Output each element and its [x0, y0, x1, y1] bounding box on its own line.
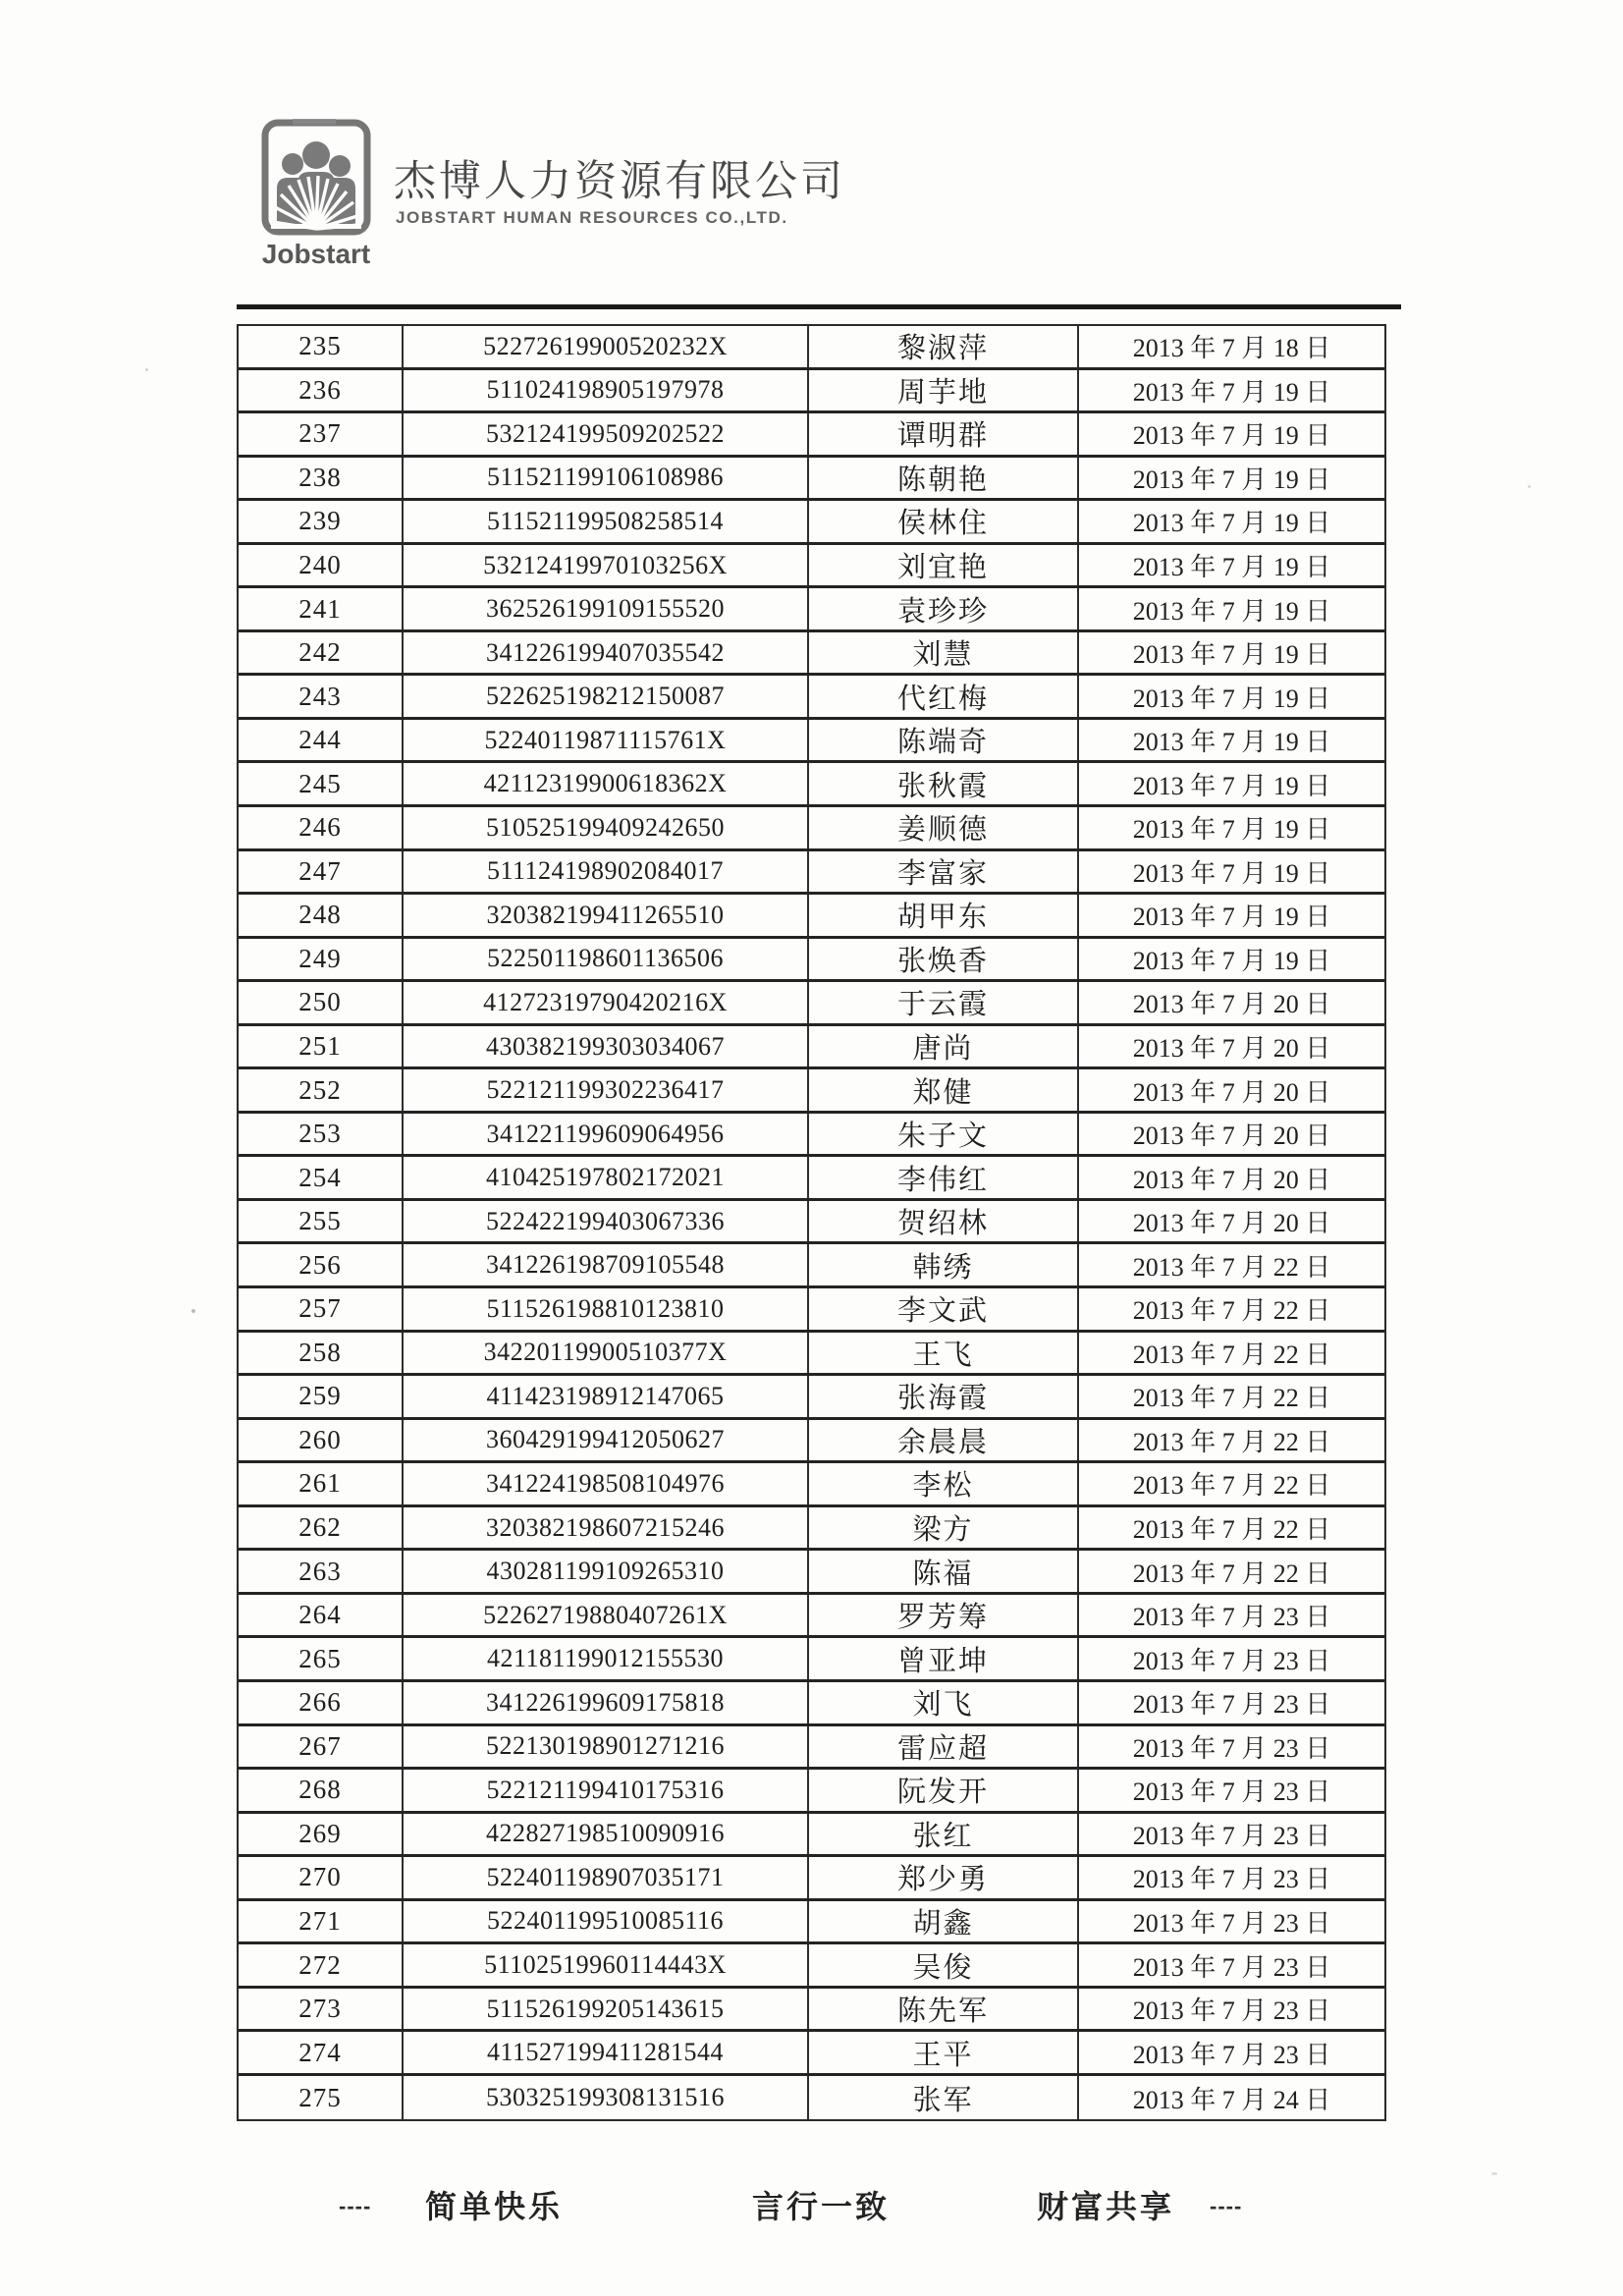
cell-date: 2013 年 7 月 20 日 [1077, 1114, 1384, 1155]
table-row [239, 1376, 1384, 1420]
cell-id-number: 522121199410175316 [402, 1770, 807, 1811]
cell-date: 2013 年 7 月 19 日 [1077, 851, 1384, 893]
cell-date: 2013 年 7 月 19 日 [1077, 413, 1384, 455]
table-row [239, 1244, 1384, 1288]
cell-person-name: 袁珍珍 [807, 588, 1077, 629]
cell-date: 2013 年 7 月 22 日 [1077, 1507, 1384, 1549]
cell-person-name: 胡鑫 [807, 1901, 1077, 1942]
cell-id-number: 522401199510085116 [402, 1901, 807, 1942]
cell-id-number: 532124199509202522 [402, 413, 807, 455]
cell-serial-number: 240 [298, 550, 342, 579]
cell-date: 2013 年 7 月 23 日 [1077, 1682, 1384, 1723]
cell-serial-number: 274 [298, 2037, 342, 2067]
cell-id-number: 421181199012155530 [402, 1638, 807, 1679]
table-row [239, 676, 1384, 720]
scan-speck [145, 368, 148, 371]
table-row [239, 632, 1384, 677]
table-row [239, 807, 1384, 851]
cell-id-number: 411527199411281544 [402, 2032, 807, 2073]
table-row [239, 501, 1384, 545]
cell-person-name: 代红梅 [807, 676, 1077, 717]
table-row [239, 545, 1384, 589]
cell-person-name: 罗芳筹 [807, 1595, 1077, 1636]
cell-date: 2013 年 7 月 19 日 [1077, 632, 1384, 674]
cell-date: 2013 年 7 月 23 日 [1077, 1901, 1384, 1942]
cell-id-number: 522625198212150087 [402, 676, 807, 717]
cell-person-name: 郑少勇 [807, 1857, 1077, 1898]
cell-person-name: 侯林住 [807, 501, 1077, 542]
cell-serial-number: 255 [298, 1206, 342, 1236]
table-row [239, 1069, 1384, 1114]
cell-serial-number: 267 [298, 1730, 342, 1761]
header-divider-rule [237, 304, 1401, 309]
cell-serial-number: 258 [298, 1337, 342, 1367]
cell-serial-number: 252 [298, 1074, 342, 1105]
cell-serial-number: 249 [298, 943, 342, 973]
cell-serial-number: 251 [298, 1031, 342, 1062]
table-row [239, 1507, 1384, 1552]
table-row [239, 982, 1384, 1026]
cell-person-name: 李伟红 [807, 1157, 1077, 1198]
cell-person-name: 刘慧 [807, 632, 1077, 674]
cell-date: 2013 年 7 月 19 日 [1077, 370, 1384, 411]
cell-date: 2013 年 7 月 19 日 [1077, 545, 1384, 586]
cell-id-number: 362526199109155520 [402, 588, 807, 629]
table-row [239, 1814, 1384, 1858]
cell-date: 2013 年 7 月 19 日 [1077, 895, 1384, 936]
cell-person-name: 张海霞 [807, 1376, 1077, 1417]
cell-id-number: 52240119871115761X [402, 720, 807, 761]
table-row [239, 1901, 1384, 1945]
cell-date: 2013 年 7 月 23 日 [1077, 1595, 1384, 1636]
cell-date: 2013 年 7 月 23 日 [1077, 2032, 1384, 2073]
cell-date: 2013 年 7 月 19 日 [1077, 807, 1384, 848]
table-row [239, 2076, 1384, 2120]
cell-serial-number: 238 [298, 462, 342, 492]
cell-id-number: 41272319790420216X [402, 982, 807, 1023]
table-row [239, 1857, 1384, 1901]
table-row [239, 1463, 1384, 1507]
cell-date: 2013 年 7 月 20 日 [1077, 1157, 1384, 1198]
cell-id-number: 341226199609175818 [402, 1682, 807, 1723]
cell-serial-number: 253 [298, 1119, 342, 1149]
cell-serial-number: 250 [298, 987, 342, 1017]
cell-person-name: 雷应超 [807, 1726, 1077, 1768]
cell-serial-number: 275 [298, 2082, 342, 2112]
cell-person-name: 陈先军 [807, 1989, 1077, 2030]
cell-person-name: 黎淑萍 [807, 326, 1077, 367]
roster-table [237, 324, 1386, 2121]
cell-id-number: 52272619900520232X [402, 326, 807, 367]
cell-person-name: 曾亚坤 [807, 1638, 1077, 1679]
cell-serial-number: 268 [298, 1775, 342, 1805]
table-row [239, 326, 1384, 370]
cell-person-name: 梁方 [807, 1507, 1077, 1549]
cell-id-number: 52262719880407261X [402, 1595, 807, 1636]
table-row [239, 1201, 1384, 1245]
cell-id-number: 51102519960114443X [402, 1944, 807, 1986]
cell-serial-number: 254 [298, 1162, 342, 1192]
cell-date: 2013 年 7 月 19 日 [1077, 458, 1384, 499]
table-row [239, 1420, 1384, 1464]
cell-serial-number: 265 [298, 1643, 342, 1673]
cell-person-name: 张秋霞 [807, 763, 1077, 804]
cell-serial-number: 242 [298, 637, 342, 668]
cell-serial-number: 272 [298, 1949, 342, 1980]
table-row [239, 1944, 1384, 1989]
cell-serial-number: 243 [298, 681, 342, 711]
cell-serial-number: 247 [298, 855, 342, 886]
cell-serial-number: 260 [298, 1424, 342, 1454]
cell-serial-number: 248 [298, 900, 342, 930]
cell-date: 2013 年 7 月 20 日 [1077, 1026, 1384, 1067]
table-row [239, 413, 1384, 458]
cell-person-name: 余晨晨 [807, 1420, 1077, 1461]
cell-id-number: 522401198907035171 [402, 1857, 807, 1898]
footer-slogan-consistent: 言行一致 [752, 2189, 891, 2224]
cell-person-name: 刘飞 [807, 1682, 1077, 1723]
cell-serial-number: 263 [298, 1556, 342, 1586]
cell-serial-number: 270 [298, 1862, 342, 1892]
cell-date: 2013 年 7 月 23 日 [1077, 1638, 1384, 1679]
company-name-english: JOBSTART HUMAN RESOURCES CO.,LTD. [396, 208, 788, 227]
cell-date: 2013 年 7 月 22 日 [1077, 1420, 1384, 1461]
footer-slogan-happy: 简单快乐 [425, 2189, 564, 2224]
cell-id-number: 320382198607215246 [402, 1507, 807, 1549]
cell-date: 2013 年 7 月 22 日 [1077, 1333, 1384, 1374]
company-name-chinese: 杰博人力资源有限公司 [394, 158, 845, 205]
table-row [239, 1770, 1384, 1814]
cell-serial-number: 239 [298, 506, 342, 536]
cell-date: 2013 年 7 月 22 日 [1077, 1551, 1384, 1592]
cell-date: 2013 年 7 月 20 日 [1077, 1201, 1384, 1242]
table-row [239, 370, 1384, 414]
footer-slogan-wealth: 财富共享 [1037, 2189, 1175, 2224]
table-row [239, 1638, 1384, 1682]
table-row [239, 1333, 1384, 1377]
cell-serial-number: 261 [298, 1468, 342, 1499]
table-row [239, 1026, 1384, 1070]
cell-person-name: 韩绣 [807, 1244, 1077, 1285]
cell-person-name: 王平 [807, 2032, 1077, 2073]
cell-date: 2013 年 7 月 23 日 [1077, 1989, 1384, 2030]
cell-serial-number: 235 [298, 331, 342, 361]
cell-id-number: 522121199302236417 [402, 1069, 807, 1111]
cell-date: 2013 年 7 月 20 日 [1077, 982, 1384, 1023]
cell-id-number: 511024198905197978 [402, 370, 807, 411]
table-row [239, 763, 1384, 807]
cell-id-number: 341224198508104976 [402, 1463, 807, 1504]
cell-serial-number: 245 [298, 768, 342, 798]
cell-person-name: 唐尚 [807, 1026, 1077, 1067]
cell-person-name: 张军 [807, 2076, 1077, 2120]
footer-dash-right: ---- [1210, 2194, 1243, 2218]
cell-serial-number: 269 [298, 1818, 342, 1848]
table-row [239, 2032, 1384, 2076]
cell-date: 2013 年 7 月 22 日 [1077, 1288, 1384, 1330]
cell-date: 2013 年 7 月 19 日 [1077, 939, 1384, 980]
table-row [239, 1114, 1384, 1158]
cell-person-name: 陈端奇 [807, 720, 1077, 761]
table-row [239, 895, 1384, 939]
cell-date: 2013 年 7 月 19 日 [1077, 676, 1384, 717]
table-row [239, 1595, 1384, 1639]
cell-id-number: 511124198902084017 [402, 851, 807, 893]
cell-id-number: 34220119900510377X [402, 1333, 807, 1374]
cell-date: 2013 年 7 月 23 日 [1077, 1726, 1384, 1768]
cell-id-number: 522130198901271216 [402, 1726, 807, 1768]
cell-id-number: 320382199411265510 [402, 895, 807, 936]
table-row [239, 1682, 1384, 1726]
cell-serial-number: 256 [298, 1249, 342, 1280]
cell-id-number: 430382199303034067 [402, 1026, 807, 1067]
cell-date: 2013 年 7 月 22 日 [1077, 1376, 1384, 1417]
cell-date: 2013 年 7 月 23 日 [1077, 1814, 1384, 1855]
cell-person-name: 姜顺德 [807, 807, 1077, 848]
cell-person-name: 张焕香 [807, 939, 1077, 980]
scan-speck [191, 1309, 195, 1313]
cell-id-number: 341221199609064956 [402, 1114, 807, 1155]
cell-person-name: 张红 [807, 1814, 1077, 1855]
cell-id-number: 42112319900618362X [402, 763, 807, 804]
scan-speck [1491, 2172, 1497, 2175]
cell-id-number: 341226198709105548 [402, 1244, 807, 1285]
cell-serial-number: 266 [298, 1687, 342, 1718]
table-row [239, 720, 1384, 764]
table-row [239, 588, 1384, 632]
table-row [239, 458, 1384, 502]
cell-date: 2013 年 7 月 22 日 [1077, 1244, 1384, 1285]
cell-date: 2013 年 7 月 18 日 [1077, 326, 1384, 367]
cell-serial-number: 262 [298, 1512, 342, 1543]
cell-id-number: 422827198510090916 [402, 1814, 807, 1855]
company-logo [253, 114, 379, 275]
cell-id-number: 511526198810123810 [402, 1288, 807, 1330]
cell-person-name: 谭明群 [807, 413, 1077, 455]
cell-person-name: 李富家 [807, 851, 1077, 893]
cell-serial-number: 246 [298, 812, 342, 843]
cell-person-name: 朱子文 [807, 1114, 1077, 1155]
cell-date: 2013 年 7 月 23 日 [1077, 1770, 1384, 1811]
cell-id-number: 511521199106108986 [402, 458, 807, 499]
logo-wordmark: Jobstart [261, 239, 371, 269]
cell-serial-number: 259 [298, 1381, 342, 1411]
table-row [239, 1157, 1384, 1201]
cell-id-number: 530325199308131516 [402, 2076, 807, 2120]
table-row [239, 1726, 1384, 1771]
table-row [239, 1551, 1384, 1595]
cell-person-name: 于云霞 [807, 982, 1077, 1023]
table-row [239, 851, 1384, 896]
table-row [239, 1989, 1384, 2033]
cell-id-number: 511521199508258514 [402, 501, 807, 542]
cell-date: 2013 年 7 月 19 日 [1077, 501, 1384, 542]
cell-person-name: 李文武 [807, 1288, 1077, 1330]
cell-serial-number: 273 [298, 1994, 342, 2024]
cell-id-number: 410425197802172021 [402, 1157, 807, 1198]
cell-id-number: 522501198601136506 [402, 939, 807, 980]
cell-person-name: 周芋地 [807, 370, 1077, 411]
cell-person-name: 刘宜艳 [807, 545, 1077, 586]
cell-date: 2013 年 7 月 23 日 [1077, 1944, 1384, 1986]
cell-person-name: 王飞 [807, 1333, 1077, 1374]
cell-serial-number: 244 [298, 725, 342, 755]
footer-dash-left: ---- [339, 2194, 372, 2218]
cell-id-number: 53212419970103256X [402, 545, 807, 586]
cell-person-name: 陈朝艳 [807, 458, 1077, 499]
cell-person-name: 胡甲东 [807, 895, 1077, 936]
cell-person-name: 吴俊 [807, 1944, 1077, 1986]
cell-date: 2013 年 7 月 20 日 [1077, 1069, 1384, 1111]
table-row [239, 939, 1384, 983]
cell-date: 2013 年 7 月 19 日 [1077, 588, 1384, 629]
cell-id-number: 411423198912147065 [402, 1376, 807, 1417]
cell-person-name: 李松 [807, 1463, 1077, 1504]
scan-speck [1528, 485, 1531, 488]
cell-date: 2013 年 7 月 19 日 [1077, 720, 1384, 761]
cell-serial-number: 241 [298, 593, 342, 624]
cell-date: 2013 年 7 月 22 日 [1077, 1463, 1384, 1504]
cell-date: 2013 年 7 月 24 日 [1077, 2076, 1384, 2120]
cell-id-number: 341226199407035542 [402, 632, 807, 674]
cell-serial-number: 257 [298, 1293, 342, 1324]
cell-person-name: 阮发开 [807, 1770, 1077, 1811]
cell-person-name: 郑健 [807, 1069, 1077, 1111]
cell-date: 2013 年 7 月 19 日 [1077, 763, 1384, 804]
cell-id-number: 430281199109265310 [402, 1551, 807, 1592]
cell-date: 2013 年 7 月 23 日 [1077, 1857, 1384, 1898]
cell-serial-number: 264 [298, 1600, 342, 1630]
cell-person-name: 贺绍林 [807, 1201, 1077, 1242]
cell-serial-number: 236 [298, 374, 342, 405]
cell-id-number: 511526199205143615 [402, 1989, 807, 2030]
cell-person-name: 陈福 [807, 1551, 1077, 1592]
cell-serial-number: 237 [298, 418, 342, 449]
cell-id-number: 360429199412050627 [402, 1420, 807, 1461]
cell-serial-number: 271 [298, 1905, 342, 1936]
cell-id-number: 522422199403067336 [402, 1201, 807, 1242]
cell-id-number: 510525199409242650 [402, 807, 807, 848]
table-row [239, 1288, 1384, 1333]
